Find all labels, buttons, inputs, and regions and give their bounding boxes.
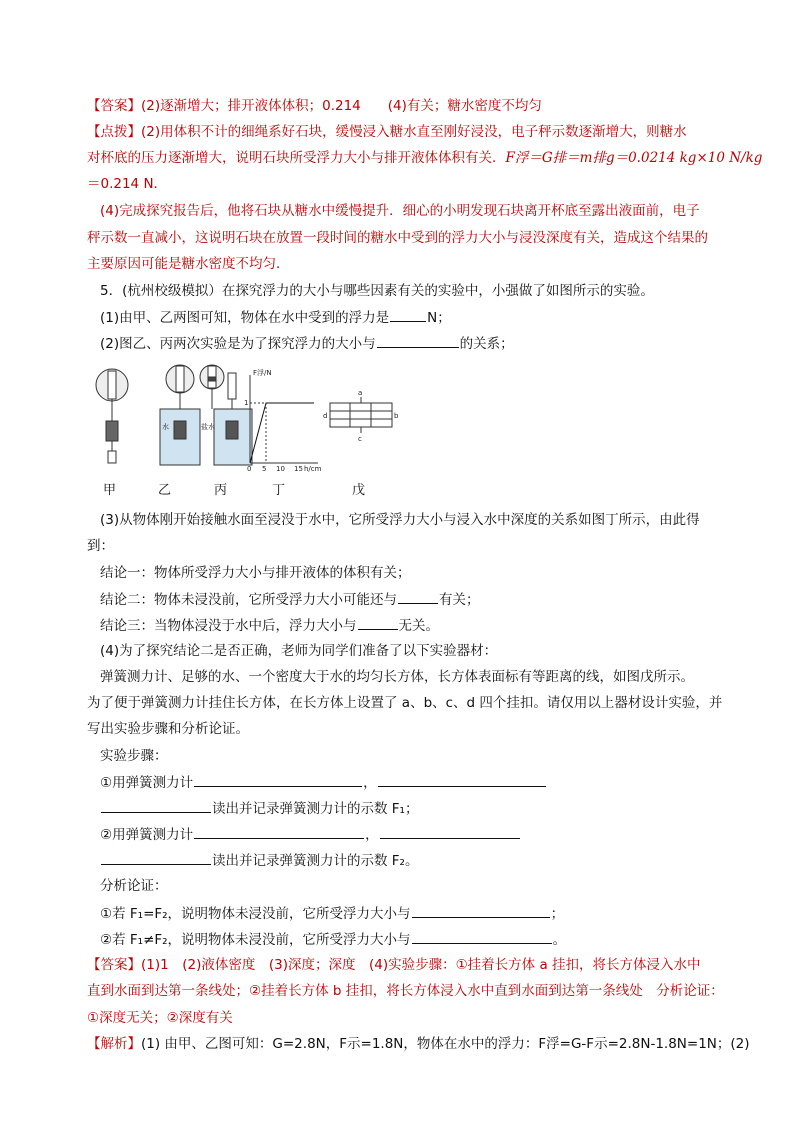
conclusion-1: 结论一：物体所受浮力大小与排开液体的体积有关； xyxy=(100,565,411,581)
step-2-line-1: ②用弹簧测力计 ， xyxy=(100,824,521,845)
blank xyxy=(194,824,364,839)
materials-line-3: 写出实验步骤和分析论证。 xyxy=(87,721,249,737)
blank xyxy=(358,615,398,630)
label-saltwater: 盐水 xyxy=(201,423,215,431)
analysis-2-line xyxy=(87,1034,750,1054)
conclusion-3-tail: 无关。 xyxy=(398,618,439,634)
step-2-text: ②用弹簧测力计 xyxy=(100,827,194,843)
conclusion-2-text: 结论二：物体未浸没前，它所受浮力大小可能还与 xyxy=(100,592,397,608)
q5-p2-text: (2)图乙、丙两次实验是为了探究浮力的大小与 xyxy=(100,336,376,352)
answer-2-text: (1)1 (2)液体密度 (3)深度；深度 (4)实验步骤：①挂着长方体 a 挂扣，将长方体浸入水中 xyxy=(141,957,701,973)
label-water: 水 xyxy=(162,423,169,431)
question-5-part-4: (4)为了探究结论二是否正确，老师为同学们准备了以下实验器材： xyxy=(100,643,498,659)
answer-line xyxy=(87,96,542,116)
hook-b: b xyxy=(394,412,399,420)
tip-tag: 【点拨】 xyxy=(87,124,141,140)
experiment-figure xyxy=(90,363,400,475)
step-2-line-2 xyxy=(100,850,418,871)
blank xyxy=(412,929,552,944)
analysis-2-text: ②若 F₁≠F₂，说明物体未浸没前，它所受浮力大小与 xyxy=(100,932,411,948)
hook-d: d xyxy=(323,412,328,420)
tip-line-2 xyxy=(87,148,762,168)
hook-a: a xyxy=(358,389,363,397)
buoyancy-formula: F浮＝G排＝m排g＝0.0214 kg×10 N/kg xyxy=(505,150,763,166)
tip-text: (2)用体积不计的细绳系好石块，缓慢浸入糖水直至刚好浸没，电子秤示数逐渐增大，则糖水 xyxy=(141,124,687,140)
buoyancy-graph xyxy=(250,375,318,463)
conclusion-2-tail: 有关； xyxy=(439,592,480,608)
blank xyxy=(412,903,550,918)
blank xyxy=(380,824,520,839)
analysis-2 xyxy=(100,929,566,950)
analysis-title: 分析论证： xyxy=(100,878,168,894)
figure-label-wu: 戊 xyxy=(352,483,366,498)
answer-tag: 【答案】 xyxy=(87,98,141,114)
question-5-part-3-line-2: 到： xyxy=(87,538,114,554)
figure-label-ding: 丁 xyxy=(272,483,286,498)
graph-x-tick-0: 0 xyxy=(247,465,252,473)
conclusion-2 xyxy=(100,589,480,610)
step-1-text: ①用弹簧测力计 xyxy=(100,775,194,791)
answer-2-line-3: ①深度无关；②深度有关 xyxy=(87,1010,233,1026)
materials-line-2: 为了便于弹簧测力计挂住长方体，在长方体上设置了 a、b、c、d 四个挂扣。请仅用以上器材设计实验，并 xyxy=(87,695,723,711)
graph-y-label: F浮/N xyxy=(253,369,272,377)
question-5-part-2 xyxy=(100,333,514,354)
blank xyxy=(398,589,438,604)
step-1-line-2 xyxy=(100,798,418,819)
step-1-tail: 读出并记录弹簧测力计的示数 F₁； xyxy=(212,801,419,817)
tip-line-6: 主要原因可能是糖水密度不均匀． xyxy=(87,256,290,272)
tip-line-5: 秤示数一直减小，这说明石块在放置一段时间的糖水中受到的浮力大小与浸没深度有关，造成这个结果的 xyxy=(87,230,708,246)
q5-p1-unit: N； xyxy=(427,310,451,326)
analysis-1 xyxy=(100,903,564,924)
blank xyxy=(390,307,426,322)
answer-2-tag: 【答案】 xyxy=(87,957,141,973)
blank xyxy=(194,772,362,787)
tip-line-4: (4)完成探究报告后，他将石块从糖水中缓慢提升．细心的小明发现石块离开杯底至露出液面前，电子 xyxy=(100,203,700,219)
blank xyxy=(378,772,546,787)
tip-text: 对杯底的压力逐渐增大，说明石块所受浮力大小与排开液体体积有关． xyxy=(87,150,506,166)
spring-scale-bing xyxy=(200,365,224,409)
graph-x-tick-10: 10 xyxy=(276,465,285,473)
blank xyxy=(101,850,211,865)
answer-text: (2)逐渐增大；排开液体体积；0.214 (4)有关；糖水密度不均匀 xyxy=(141,98,542,114)
tip-line-1 xyxy=(87,122,687,142)
blank xyxy=(377,333,459,348)
analysis-2-text: (1) 由甲、乙图可知：G=2.8N，F示=1.8N，物体在水中的浮力：F浮=G-F示=2.8N-1.8N=1N；(2) xyxy=(141,1036,750,1052)
materials-line-1: 弹簧测力计、足够的水、一个密度大于水的均匀长方体，长方体表面标有等距离的线，如图戊所示。 xyxy=(100,669,694,685)
graph-x-tick-5: 5 xyxy=(262,465,267,473)
blank xyxy=(101,798,211,813)
question-5-part-3-line-1: (3)从物体刚开始接触水面至浸没于水中，它所受浮力大小与浸入水中深度的关系如图丁所示，由此得 xyxy=(100,512,700,528)
answer-2-line-1 xyxy=(87,955,701,975)
graph-x-tick-15: 15 xyxy=(294,465,303,473)
cuboid-block xyxy=(330,397,392,433)
spring-scale-jia xyxy=(96,369,128,463)
analysis-2-tail: 。 xyxy=(552,932,567,948)
conclusion-3 xyxy=(100,615,439,636)
graph-x-unit: h/cm xyxy=(304,465,322,473)
analysis-1-text: ①若 F₁=F₂，说明物体未浸没前，它所受浮力大小与 xyxy=(100,906,411,922)
figure-label-yi: 乙 xyxy=(158,483,172,498)
analysis-1-tail: ； xyxy=(550,906,565,922)
hook-c: c xyxy=(358,435,362,443)
question-5-part-1 xyxy=(100,307,451,328)
conclusion-3-text: 结论三：当物体浸没于水中后，浮力大小与 xyxy=(100,618,357,634)
step-1-line-1: ①用弹簧测力计 ， xyxy=(100,772,547,793)
spring-scale-yi xyxy=(160,365,200,465)
figure-label-bing: 丙 xyxy=(214,483,228,498)
q5-p1-text: (1)由甲、乙两图可知，物体在水中受到的浮力是 xyxy=(100,310,390,326)
answer-2-line-2: 直到水面到达第一条线处；②挂着长方体 b 挂扣，将长方体浸入水中直到水面到达第一条线处 分析论证： xyxy=(87,983,724,999)
figure-label-jia: 甲 xyxy=(103,483,117,498)
analysis-2-tag: 【解析】 xyxy=(87,1036,141,1052)
graph-y-tick: 1 xyxy=(244,399,249,407)
question-5-intro: 5．(杭州校级模拟）在探究浮力的大小与哪些因素有关的实验中，小强做了如图所示的实验。 xyxy=(100,283,654,299)
steps-title: 实验步骤： xyxy=(100,748,168,764)
step-2-tail: 读出并记录弹簧测力计的示数 F₂。 xyxy=(212,853,419,869)
tip-line-3: ＝0.214 N． xyxy=(87,176,168,192)
q5-p2-tail: 的关系； xyxy=(459,336,514,352)
